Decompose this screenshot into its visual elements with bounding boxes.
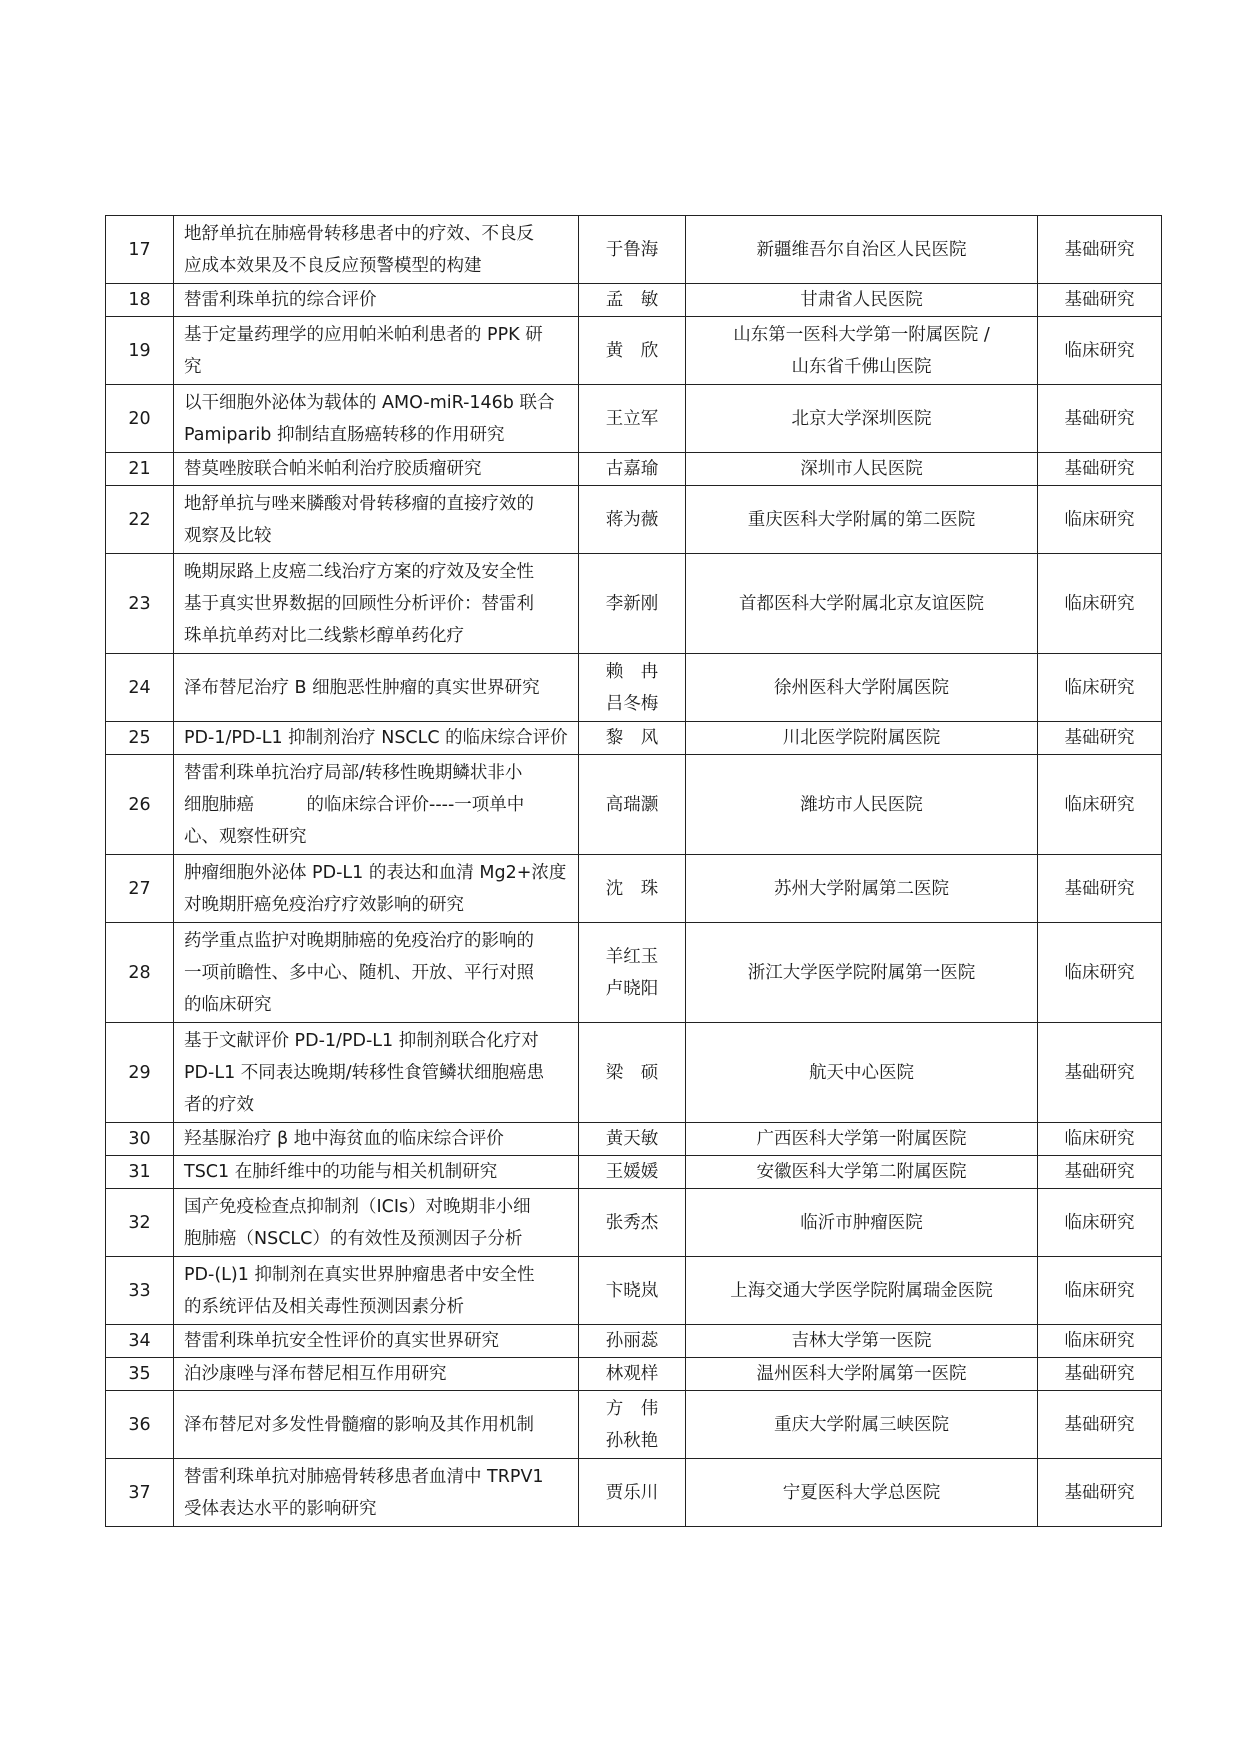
- research-type: 临床研究: [1038, 755, 1162, 855]
- applicant-name: [579, 1189, 686, 1257]
- project-title-line: 晚期尿路上皮癌二线治疗方案的疗效及安全性: [184, 561, 534, 582]
- research-type: 临床研究: [1038, 317, 1162, 385]
- hospital-name: [686, 1257, 1038, 1325]
- hospital-name: [686, 1123, 1038, 1156]
- project-title: [174, 1325, 579, 1358]
- hospital-name: [686, 1189, 1038, 1257]
- hospital-name-line: 重庆大学附属三峡医院: [774, 1414, 949, 1435]
- row-number: 22: [106, 486, 174, 554]
- hospital-name-line: 山东第一医科大学第一附属医院 /: [733, 324, 990, 345]
- project-title: [174, 385, 579, 453]
- hospital-name-line: 浙江大学医学院附属第一医院: [747, 962, 976, 983]
- hospital-name-line: 安徽医科大学第二附属医院: [756, 1162, 967, 1182]
- research-type: 基础研究: [1038, 855, 1162, 923]
- projects-table: [105, 215, 1162, 1527]
- applicant-name-line: 沈 珠: [605, 878, 659, 899]
- hospital-name: [686, 385, 1038, 453]
- project-title-line: 的系统评估及相关毒性预测因素分析: [184, 1296, 464, 1317]
- hospital-name: [686, 284, 1038, 317]
- applicant-name-line: 蒋为薇: [605, 509, 659, 530]
- applicant-name-line: 贾乐川: [605, 1482, 659, 1503]
- project-title: [174, 1459, 579, 1527]
- project-title: [174, 216, 579, 284]
- project-title-line: 泽布替尼治疗 B 细胞恶性肿瘤的真实世界研究: [184, 677, 540, 698]
- row-number: 37: [106, 1459, 174, 1527]
- applicant-name: [579, 1156, 686, 1189]
- project-title-line: PD-L1 不同表达晚期/转移性食管鳞状细胞癌患: [184, 1062, 545, 1083]
- hospital-name-line: 北京大学深圳医院: [791, 408, 932, 429]
- applicant-name: [579, 654, 686, 722]
- hospital-name: [686, 1023, 1038, 1123]
- applicant-name-line: 黄天敏: [605, 1129, 659, 1149]
- project-title-line: 细胞肺癌 的临床综合评价----一项单中: [184, 794, 525, 815]
- applicant-name-line: 林观样: [605, 1364, 659, 1384]
- applicant-name-line: 卞晓岚: [605, 1280, 659, 1301]
- applicant-name-line: 王立军: [605, 408, 659, 429]
- row-number: 27: [106, 855, 174, 923]
- project-title-line: 以干细胞外泌体为载体的 AMO-miR-146b 联合: [184, 392, 555, 413]
- project-title-line: 地舒单抗在肺癌骨转移患者中的疗效、不良反: [184, 223, 534, 244]
- hospital-name-line: 深圳市人民医院: [800, 459, 923, 479]
- table-row: [106, 1123, 1162, 1156]
- project-title: [174, 317, 579, 385]
- hospital-name: [686, 216, 1038, 284]
- project-title-line: PD-1/PD-L1 抑制剂治疗 NSCLC 的临床综合评价: [184, 728, 568, 748]
- project-title: [174, 1189, 579, 1257]
- project-title-line: 替莫唑胺联合帕米帕利治疗胶质瘤研究: [184, 459, 482, 479]
- row-number: 25: [106, 722, 174, 755]
- project-title-line: PD-(L)1 抑制剂在真实世界肿瘤患者中安全性: [184, 1264, 535, 1285]
- applicant-name: [579, 1325, 686, 1358]
- applicant-name: [579, 923, 686, 1023]
- research-type: 基础研究: [1038, 722, 1162, 755]
- applicant-name: [579, 317, 686, 385]
- table-row: [106, 1325, 1162, 1358]
- row-number: 17: [106, 216, 174, 284]
- project-title-line: 基于定量药理学的应用帕米帕利患者的 PPK 研: [184, 324, 543, 345]
- project-title-line: 对晚期肝癌免疫治疗疗效影响的研究: [184, 894, 464, 915]
- applicant-name-line: 张秀杰: [605, 1212, 659, 1233]
- hospital-name-line: 上海交通大学医学院附属瑞金医院: [730, 1280, 993, 1301]
- project-title-line: 心、观察性研究: [184, 826, 307, 847]
- project-title: [174, 855, 579, 923]
- table-row: [106, 855, 1162, 923]
- project-title: [174, 1156, 579, 1189]
- row-number: 32: [106, 1189, 174, 1257]
- row-number: 28: [106, 923, 174, 1023]
- project-title-line: 地舒单抗与唑来膦酸对骨转移瘤的直接疗效的: [184, 493, 534, 514]
- hospital-name: [686, 486, 1038, 554]
- hospital-name: [686, 855, 1038, 923]
- applicant-name-line: 方 伟: [605, 1398, 659, 1419]
- hospital-name-line: 首都医科大学附属北京友谊医院: [739, 593, 984, 614]
- project-title: [174, 722, 579, 755]
- row-number: 30: [106, 1123, 174, 1156]
- row-number: 18: [106, 284, 174, 317]
- hospital-name: [686, 1358, 1038, 1391]
- project-title-line: 替雷利珠单抗对肺癌骨转移患者血清中 TRPV1: [184, 1466, 544, 1487]
- research-type: 基础研究: [1038, 284, 1162, 317]
- hospital-name-line: 徐州医科大学附属医院: [774, 677, 949, 698]
- project-title-line: 珠单抗单药对比二线紫杉醇单药化疗: [184, 625, 464, 646]
- research-type: 基础研究: [1038, 1023, 1162, 1123]
- project-title: [174, 1257, 579, 1325]
- hospital-name: [686, 1325, 1038, 1358]
- project-title: [174, 453, 579, 486]
- project-title-line: 替雷利珠单抗安全性评价的真实世界研究: [184, 1331, 499, 1351]
- table-row: [106, 486, 1162, 554]
- project-title-line: 者的疗效: [184, 1094, 254, 1115]
- research-type: 临床研究: [1038, 554, 1162, 654]
- row-number: 35: [106, 1358, 174, 1391]
- research-type: 基础研究: [1038, 1156, 1162, 1189]
- project-title-line: 受体表达水平的影响研究: [184, 1498, 377, 1519]
- project-title-line: 观察及比较: [184, 525, 272, 546]
- project-title-line: 羟基脲治疗 β 地中海贫血的临床综合评价: [184, 1129, 504, 1149]
- row-number: 23: [106, 554, 174, 654]
- applicant-name: [579, 1023, 686, 1123]
- table-row: [106, 1023, 1162, 1123]
- applicant-name: [579, 453, 686, 486]
- hospital-name-line: 吉林大学第一医院: [791, 1331, 932, 1351]
- project-title: [174, 554, 579, 654]
- table-row: [106, 216, 1162, 284]
- row-number: 24: [106, 654, 174, 722]
- project-title-line: 应成本效果及不良反应预警模型的构建: [184, 255, 482, 276]
- table-body: [106, 216, 1162, 1527]
- project-title-line: 药学重点监护对晚期肺癌的免疫治疗的影响的: [184, 930, 534, 951]
- table-row: [106, 453, 1162, 486]
- row-number: 26: [106, 755, 174, 855]
- table-row: [106, 1257, 1162, 1325]
- hospital-name: [686, 722, 1038, 755]
- hospital-name: [686, 554, 1038, 654]
- applicant-name: [579, 1123, 686, 1156]
- table-row: [106, 755, 1162, 855]
- table-row: [106, 1391, 1162, 1459]
- table-row: [106, 654, 1162, 722]
- applicant-name-line: 李新刚: [605, 593, 659, 614]
- hospital-name-line: 苏州大学附属第二医院: [774, 878, 949, 899]
- applicant-name: [579, 1257, 686, 1325]
- table-row: [106, 1358, 1162, 1391]
- applicant-name: [579, 855, 686, 923]
- project-title: [174, 755, 579, 855]
- applicant-name-line: 于鲁海: [605, 239, 659, 260]
- hospital-name: [686, 317, 1038, 385]
- research-type: 临床研究: [1038, 654, 1162, 722]
- hospital-name: [686, 453, 1038, 486]
- research-type: 基础研究: [1038, 385, 1162, 453]
- project-title-line: 的临床研究: [184, 994, 272, 1015]
- applicant-name: [579, 755, 686, 855]
- research-type: 基础研究: [1038, 1459, 1162, 1527]
- applicant-name: [579, 486, 686, 554]
- row-number: 19: [106, 317, 174, 385]
- project-title-line: 泽布替尼对多发性骨髓瘤的影响及其作用机制: [184, 1414, 534, 1435]
- hospital-name-line: 临沂市肿瘤医院: [800, 1212, 923, 1233]
- hospital-name: [686, 923, 1038, 1023]
- applicant-name-line: 孙丽蕊: [605, 1331, 659, 1351]
- applicant-name: [579, 722, 686, 755]
- hospital-name: [686, 755, 1038, 855]
- research-type: 临床研究: [1038, 923, 1162, 1023]
- project-title-line: 胞肺癌（NSCLC）的有效性及预测因子分析: [184, 1228, 523, 1249]
- row-number: 29: [106, 1023, 174, 1123]
- row-number: 21: [106, 453, 174, 486]
- applicant-name: [579, 385, 686, 453]
- hospital-name: [686, 654, 1038, 722]
- applicant-name: [579, 554, 686, 654]
- applicant-name-line: 黎 风: [605, 728, 659, 748]
- research-type: 临床研究: [1038, 1123, 1162, 1156]
- row-number: 20: [106, 385, 174, 453]
- applicant-name-line: 王媛媛: [605, 1162, 659, 1182]
- table-row: [106, 722, 1162, 755]
- hospital-name-line: 航天中心医院: [809, 1062, 914, 1083]
- table-row: [106, 1189, 1162, 1257]
- hospital-name-line: 新疆维吾尔自治区人民医院: [756, 239, 967, 260]
- research-type: 基础研究: [1038, 1358, 1162, 1391]
- table-row: [106, 1459, 1162, 1527]
- project-title-line: 基于真实世界数据的回顾性分析评价：替雷利: [184, 593, 534, 614]
- row-number: 34: [106, 1325, 174, 1358]
- project-title-line: 国产免疫检查点抑制剂（ICIs）对晚期非小细: [184, 1196, 531, 1217]
- applicant-name-line: 黄 欣: [605, 340, 659, 361]
- hospital-name-line: 川北医学院附属医院: [782, 728, 941, 748]
- table-row: [106, 317, 1162, 385]
- research-type: 临床研究: [1038, 1257, 1162, 1325]
- project-title: [174, 1391, 579, 1459]
- project-title: [174, 1023, 579, 1123]
- project-title-line: 替雷利珠单抗治疗局部/转移性晚期鳞状非小: [184, 762, 523, 783]
- applicant-name-line: 卢晓阳: [605, 978, 659, 999]
- applicant-name-line: 吕冬梅: [605, 693, 659, 714]
- project-title: [174, 486, 579, 554]
- research-type: 临床研究: [1038, 486, 1162, 554]
- applicant-name: [579, 1459, 686, 1527]
- row-number: 36: [106, 1391, 174, 1459]
- project-title: [174, 284, 579, 317]
- hospital-name: [686, 1391, 1038, 1459]
- applicant-name-line: 梁 硕: [605, 1062, 659, 1083]
- applicant-name-line: 赖 冉: [605, 661, 659, 682]
- project-title-line: 究: [184, 356, 202, 377]
- hospital-name-line: 广西医科大学第一附属医院: [756, 1129, 967, 1149]
- row-number: 31: [106, 1156, 174, 1189]
- project-title-line: 肿瘤细胞外泌体 PD-L1 的表达和血清 Mg2+浓度: [184, 862, 567, 883]
- project-title: [174, 923, 579, 1023]
- project-title: [174, 1123, 579, 1156]
- applicant-name-line: 羊红玉: [605, 946, 659, 967]
- applicant-name: [579, 284, 686, 317]
- applicant-name-line: 孟 敏: [605, 290, 659, 310]
- project-title: [174, 654, 579, 722]
- hospital-name: [686, 1459, 1038, 1527]
- applicant-name: [579, 1391, 686, 1459]
- project-title-line: 基于文献评价 PD-1/PD-L1 抑制剂联合化疗对: [184, 1030, 539, 1051]
- table-row: [106, 923, 1162, 1023]
- applicant-name-line: 古嘉瑜: [605, 459, 659, 479]
- research-type: 基础研究: [1038, 1391, 1162, 1459]
- hospital-name-line: 宁夏医科大学总医院: [782, 1482, 941, 1503]
- hospital-name-line: 甘肃省人民医院: [800, 290, 923, 310]
- project-title-line: 泊沙康唑与泽布替尼相互作用研究: [184, 1364, 447, 1384]
- hospital-name: [686, 1156, 1038, 1189]
- research-type: 基础研究: [1038, 453, 1162, 486]
- project-title-line: 替雷利珠单抗的综合评价: [184, 290, 377, 310]
- research-type: 临床研究: [1038, 1189, 1162, 1257]
- project-title: [174, 1358, 579, 1391]
- hospital-name-line: 潍坊市人民医院: [800, 794, 923, 815]
- project-title-line: Pamiparib 抑制结直肠癌转移的作用研究: [184, 424, 505, 445]
- table-row: [106, 1156, 1162, 1189]
- project-title-line: 一项前瞻性、多中心、随机、开放、平行对照: [184, 962, 534, 983]
- table-row: [106, 385, 1162, 453]
- applicant-name: [579, 216, 686, 284]
- applicant-name-line: 孙秋艳: [605, 1430, 659, 1451]
- hospital-name-line: 温州医科大学附属第一医院: [756, 1364, 967, 1384]
- research-type: 基础研究: [1038, 216, 1162, 284]
- table-row: [106, 284, 1162, 317]
- row-number: 33: [106, 1257, 174, 1325]
- research-type: 临床研究: [1038, 1325, 1162, 1358]
- hospital-name-line: 重庆医科大学附属的第二医院: [747, 509, 976, 530]
- project-title-line: TSC1 在肺纤维中的功能与相关机制研究: [184, 1162, 498, 1182]
- hospital-name-line: 山东省千佛山医院: [791, 356, 932, 377]
- table-row: [106, 554, 1162, 654]
- applicant-name: [579, 1358, 686, 1391]
- applicant-name-line: 高瑞灏: [605, 794, 659, 815]
